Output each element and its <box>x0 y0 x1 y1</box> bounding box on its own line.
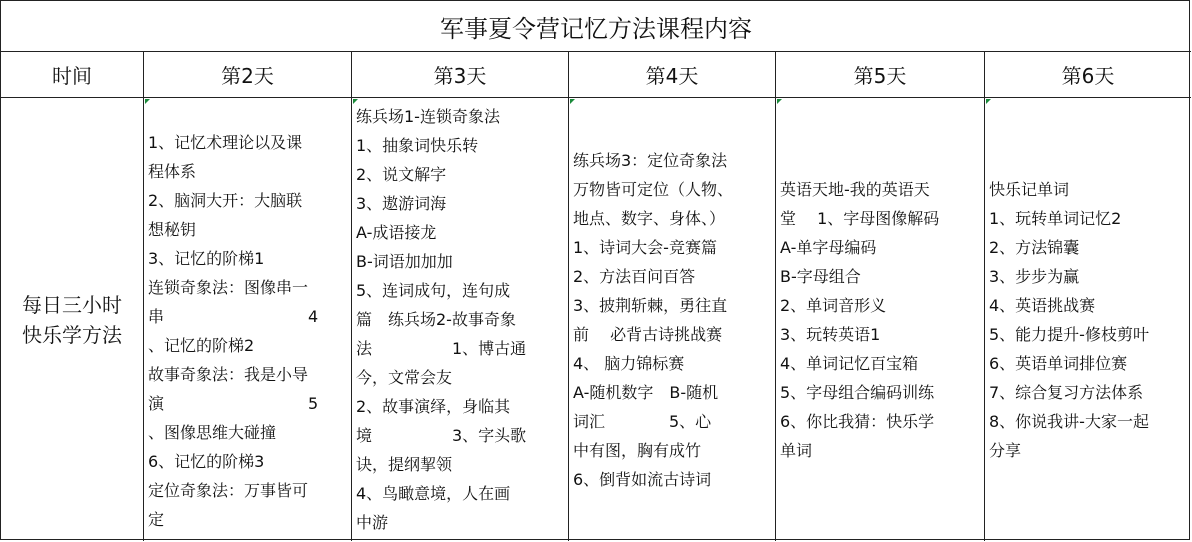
header-day5: 第5天 <box>776 52 985 98</box>
content-line: 地点、数字、身体、） <box>573 208 726 228</box>
content-line: 4、英语挑战赛 <box>989 295 1096 315</box>
content-line: 1、诗词大会-竞赛篇 <box>573 237 717 257</box>
content-line: 词汇 5、心 <box>573 411 712 431</box>
content-line: 3、记忆的阶梯1 <box>148 248 265 268</box>
content-line: 程体系 <box>148 161 197 181</box>
day2-content <box>144 98 352 541</box>
content-line: 3、步步为赢 <box>989 266 1080 286</box>
content-line: 4、单词记忆百宝箱 <box>780 353 919 373</box>
content-line: 6、记忆的阶梯3 <box>148 451 265 471</box>
content-line: 英语天地-我的英语天 <box>780 179 930 199</box>
content-line: 3、披荆斩棘，勇往直 <box>573 295 728 315</box>
day4-content <box>569 98 776 541</box>
header-day4: 第4天 <box>569 52 776 98</box>
comment-marker <box>353 99 358 104</box>
content-line: A-随机数字 B-随机 <box>573 382 719 402</box>
content-line: 定 <box>148 509 165 529</box>
content-line: 5、能力提升-修枝剪叶 <box>989 324 1149 344</box>
content-line: 今，文常会友 <box>356 368 453 387</box>
time-label-line: 快乐学方法 <box>22 322 122 347</box>
header-day3: 第3天 <box>352 52 569 98</box>
content-line: 、记忆的阶梯2 <box>148 335 255 355</box>
comment-marker <box>570 99 575 104</box>
content-line: 2、方法百问百答 <box>573 266 696 286</box>
content-line: 前 必背古诗挑战赛 <box>573 324 723 344</box>
content-line: 串 4 <box>148 306 319 326</box>
time-label-line: 每日三小时 <box>22 292 122 317</box>
content-line: B-词语加加加 <box>356 252 453 271</box>
header-day2: 第2天 <box>144 52 352 98</box>
content-line: 5、字母组合编码训练 <box>780 382 935 402</box>
content-line: 故事奇象法：我是小导 <box>148 364 309 384</box>
content-line: 练兵场1-连锁奇象法 <box>356 107 500 126</box>
content-line: 2、故事演绎，身临其 <box>356 397 511 416</box>
content-line: 练兵场3：定位奇象法 <box>573 150 728 170</box>
content-line: 3、玩转英语1 <box>780 324 881 344</box>
day5-content <box>776 98 985 541</box>
content-line: 、图像思维大碰撞 <box>148 422 277 442</box>
header-time: 时间 <box>1 52 144 98</box>
content-line: 4、鸟瞰意境，人在画 <box>356 484 511 503</box>
content-line: 1、记忆术理论以及课 <box>148 132 303 152</box>
content-line: 2、脑洞大开：大脑联 <box>148 190 303 210</box>
content-line: 定位奇象法：万事皆可 <box>148 480 309 500</box>
content-line: 2、单词音形义 <box>780 295 887 315</box>
content-line: A-单字母编码 <box>780 237 877 257</box>
content-line: 篇 练兵场2-故事奇象 <box>356 310 516 329</box>
header-day6: 第6天 <box>985 52 1191 98</box>
day3-content <box>352 98 569 541</box>
content-line: 1、玩转单词记忆2 <box>989 208 1122 228</box>
day6-content <box>985 98 1191 541</box>
content-line: 中有图，胸有成竹 <box>573 440 702 460</box>
content-line: 快乐记单词 <box>989 179 1070 199</box>
content-line: 2、说文解字 <box>356 165 447 184</box>
content-line: B-字母组合 <box>780 266 861 286</box>
content-line: 7、综合复习方法体系 <box>989 382 1144 402</box>
content-line: 分享 <box>989 440 1022 460</box>
content-line: 1、抽象词快乐转 <box>356 136 479 155</box>
time-cell <box>1 98 144 541</box>
content-line: 8、你说我讲-大家一起 <box>989 411 1149 431</box>
content-line: 想秘钥 <box>148 219 197 239</box>
table-title: 军事夏令营记忆方法课程内容 <box>1 1 1191 52</box>
content-line: 6、你比我猜：快乐学 <box>780 411 935 431</box>
content-line: 单词 <box>780 440 813 460</box>
content-line: 法 1、博古通 <box>356 339 527 358</box>
content-line: 5、连词成句，连句成 <box>356 281 511 300</box>
content-line: 连锁奇象法：图像串一 <box>148 277 309 297</box>
content-line: 6、英语单词排位赛 <box>989 353 1128 373</box>
content-line: 堂 1、字母图像解码 <box>780 208 940 228</box>
content-line: 中游 <box>356 513 389 532</box>
content-line: 万物皆可定位（人物、 <box>573 179 734 199</box>
content-line: A-成语接龙 <box>356 223 437 242</box>
comment-marker <box>986 99 991 104</box>
content-line: 3、遨游词海 <box>356 194 447 213</box>
content-line: 诀，提纲挈领 <box>356 455 453 474</box>
content-line: 4、 脑力锦标赛 <box>573 353 685 373</box>
comment-marker <box>145 99 150 104</box>
content-line: 演 5 <box>148 393 319 413</box>
comment-marker <box>777 99 782 104</box>
content-line: 境 3、字头歌 <box>356 426 527 445</box>
content-line: 6、倒背如流古诗词 <box>573 469 712 489</box>
content-line: 2、方法锦囊 <box>989 237 1080 257</box>
